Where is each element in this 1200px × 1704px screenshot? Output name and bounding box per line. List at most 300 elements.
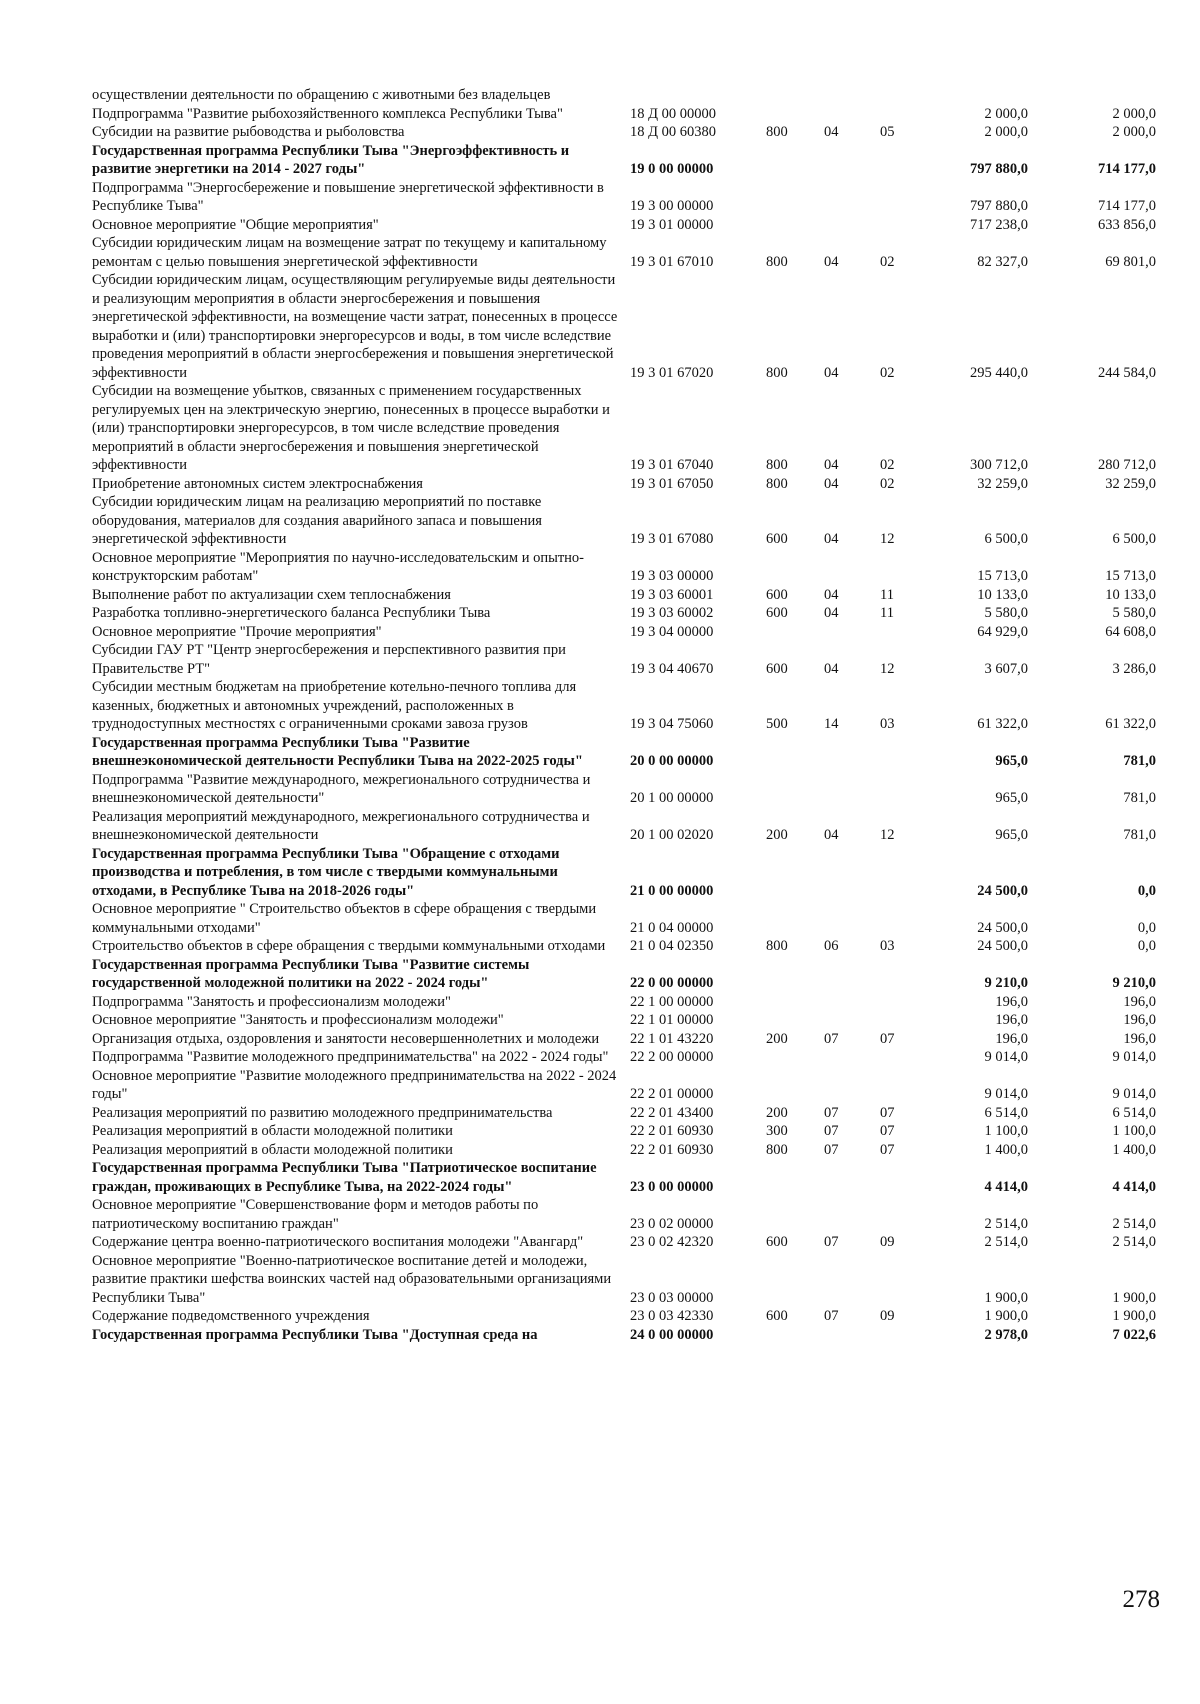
row-name: Реализация мероприятий в области молодежной политики (92, 1123, 453, 1139)
row-subsection (866, 956, 922, 993)
row-name: Основное мероприятие "Занятость и профессионализм молодежи" (92, 1012, 504, 1028)
row-name: Выполнение работ по актуализации схем теплоснабжения (92, 586, 451, 603)
table-row (92, 1067, 1162, 1104)
row-section (810, 845, 866, 901)
row-sum-2: 2 000,0 (1112, 124, 1156, 140)
row-section (810, 956, 866, 993)
row-sum-2: 1 400,0 (1112, 1141, 1156, 1158)
row-section: 07 (824, 1234, 839, 1250)
row-expense-type (752, 623, 810, 642)
row-section: 04 (824, 827, 839, 843)
row-name: Содержание центра военно-патриотического воспитания молодежи "Авангард" (92, 1234, 584, 1250)
table-row (92, 123, 1162, 142)
row-sum-2: 4 414,0 (1112, 1178, 1156, 1195)
row-sum-2: 9 014,0 (1112, 1086, 1156, 1102)
row-sum-1: 61 322,0 (977, 716, 1028, 732)
row-code: 19 3 04 40670 (630, 660, 714, 677)
row-expense-type (752, 1067, 810, 1104)
row-name: Основное мероприятие "Прочие мероприятия" (92, 623, 382, 640)
row-sum-2: 2 514,0 (1112, 1234, 1156, 1250)
row-subsection (866, 549, 922, 586)
row-expense-type (752, 86, 810, 105)
row-sum-2: 1 900,0 (1112, 1308, 1156, 1324)
row-section: 07 (824, 1308, 839, 1324)
row-sum-1: 3 607,0 (984, 660, 1028, 677)
row-sum-2: 633 856,0 (1098, 216, 1156, 233)
row-sum-1: 9 210,0 (984, 975, 1028, 991)
row-expense-type: 800 (766, 938, 788, 954)
row-name: Строительство объектов в сфере обращения с твердыми коммунальными отходами (92, 938, 606, 954)
row-section (810, 216, 866, 235)
row-code: 22 2 01 43400 (630, 1104, 714, 1121)
row-subsection (866, 142, 922, 179)
row-code: 21 0 04 02350 (630, 938, 714, 954)
row-expense-type: 200 (766, 1030, 788, 1047)
row-expense-type (752, 1196, 810, 1233)
row-subsection (866, 900, 922, 937)
row-subsection (866, 1011, 922, 1030)
row-name: Субсидии на возмещение убытков, связанных с применением государственных регулируемых цен на электрическую энергию, понесенных в процессе выработки и (или) транспортировки энергоресурсов, в том числе вследствие проведения мероприятий в области энергосбережения и повышения энергетической эффективности (92, 383, 610, 473)
row-code: 19 3 04 75060 (630, 716, 714, 732)
row-sum-1: 196,0 (995, 993, 1028, 1010)
row-sum-2: 15 713,0 (1105, 568, 1156, 584)
row-sum-2: 2 514,0 (1112, 1215, 1156, 1232)
table-row (92, 1196, 1162, 1233)
row-section (810, 86, 866, 105)
row-sum-1: 15 713,0 (977, 568, 1028, 584)
row-sum-1: 2 000,0 (984, 105, 1028, 122)
row-code: 19 3 01 67040 (630, 457, 714, 473)
row-sum-2: 714 177,0 (1098, 198, 1156, 214)
row-expense-type (752, 993, 810, 1012)
row-subsection: 09 (880, 1234, 895, 1250)
table-row (92, 678, 1162, 734)
table-row (92, 1141, 1162, 1160)
row-subsection (866, 1326, 922, 1345)
row-name: осуществлении деятельности по обращению с животными без владельцев (92, 87, 551, 103)
table-row (92, 179, 1162, 216)
row-sum-2: 32 259,0 (1105, 475, 1156, 492)
row-name: Основное мероприятие "Военно-патриотическое воспитание детей и молодежи, развитие практики шефства воинских частей над образовательными организациями Республики Тыва" (92, 1252, 612, 1306)
row-subsection (866, 623, 922, 642)
table-row (92, 1030, 1162, 1049)
row-expense-type: 600 (766, 531, 788, 547)
row-sum-1: 1 900,0 (984, 1289, 1028, 1306)
row-name: Субсидии юридическим лицам на реализацию мероприятий по поставке оборудования, материалов для создания аварийного запаса и повышения энергетической эффективности (92, 494, 542, 547)
table-row (92, 1326, 1162, 1345)
row-expense-type (752, 900, 810, 937)
table-row (92, 1104, 1162, 1123)
row-sum-1: 9 014,0 (984, 1049, 1028, 1065)
row-code: 23 0 02 42320 (630, 1234, 714, 1250)
row-name: Реализация мероприятий международного, межрегионального сотрудничества и внешнеэкономической деятельности (92, 808, 590, 843)
row-subsection: 02 (880, 364, 895, 381)
row-sum-2: 1 900,0 (1112, 1289, 1156, 1306)
row-section: 07 (824, 1104, 839, 1121)
row-expense-type (752, 771, 810, 808)
row-expense-type (752, 1252, 810, 1308)
row-subsection (866, 845, 922, 901)
row-name: Субсидии на развитие рыбоводства и рыболовства (92, 124, 405, 140)
table-row (92, 216, 1162, 235)
table-row (92, 900, 1162, 937)
row-sum-1: 9 014,0 (984, 1086, 1028, 1102)
row-expense-type: 200 (766, 1104, 788, 1121)
row-expense-type (752, 142, 810, 179)
row-name: Реализация мероприятий по развитию молодежного предпринимательства (92, 1104, 553, 1121)
row-sum-1: 24 500,0 (977, 938, 1028, 954)
table-row (92, 956, 1162, 993)
row-sum-1: 24 500,0 (977, 882, 1028, 899)
row-expense-type (752, 1159, 810, 1196)
row-sum-1: 1 900,0 (984, 1308, 1028, 1324)
row-section: 04 (824, 253, 839, 270)
row-section (810, 142, 866, 179)
row-name: Государственная программа Республики Тыва "Развитие внешнеэкономической деятельности Республики Тыва на 2022-2025 годы" (92, 734, 583, 769)
table-row (92, 623, 1162, 642)
row-name: Содержание подведомственного учреждения (92, 1308, 370, 1324)
row-code: 21 0 04 00000 (630, 919, 714, 936)
row-sum-2 (1042, 86, 1162, 105)
row-subsection: 02 (880, 475, 895, 492)
row-sum-2: 5 580,0 (1112, 605, 1156, 621)
row-sum-2: 781,0 (1123, 827, 1156, 843)
row-expense-type: 800 (766, 1141, 788, 1158)
row-code: 23 0 00 00000 (630, 1178, 714, 1195)
row-subsection (866, 1067, 922, 1104)
table-row (92, 1233, 1162, 1252)
row-sum-2: 3 286,0 (1112, 660, 1156, 677)
row-section (810, 900, 866, 937)
table-row (92, 493, 1162, 549)
row-section: 04 (824, 457, 839, 473)
row-name: Субсидии ГАУ РТ "Центр энергосбережения и перспективного развития при Правительстве РТ" (92, 642, 566, 677)
row-sum-1: 64 929,0 (977, 623, 1028, 640)
row-name: Приобретение автономных систем электроснабжения (92, 475, 423, 492)
table-row (92, 549, 1162, 586)
row-section: 07 (824, 1141, 839, 1158)
row-expense-type: 600 (766, 1308, 788, 1324)
table-row (92, 1307, 1162, 1326)
row-code: 19 3 01 00000 (630, 216, 714, 233)
row-subsection: 11 (880, 605, 894, 621)
budget-document (92, 86, 1162, 1344)
table-row (92, 1011, 1162, 1030)
row-sum-2: 9 014,0 (1112, 1049, 1156, 1065)
row-sum-1 (922, 86, 1042, 105)
row-subsection: 11 (880, 586, 894, 603)
row-sum-2: 10 133,0 (1105, 586, 1156, 603)
row-sum-2: 1 100,0 (1112, 1123, 1156, 1139)
row-sum-2: 9 210,0 (1112, 975, 1156, 991)
row-name: Основное мероприятие "Совершенствование форм и методов работы по патриотическому воспитанию граждан" (92, 1197, 539, 1232)
row-section (810, 1159, 866, 1196)
row-code: 19 3 04 00000 (630, 623, 714, 640)
row-expense-type: 600 (766, 1234, 788, 1250)
row-sum-2: 0,0 (1137, 938, 1156, 954)
row-sum-2: 196,0 (1123, 1030, 1156, 1047)
row-code: 19 3 03 60001 (630, 586, 714, 603)
row-expense-type: 600 (766, 605, 788, 621)
row-section (810, 993, 866, 1012)
row-subsection (866, 86, 922, 105)
row-code: 22 2 00 00000 (630, 1049, 714, 1065)
row-section: 04 (824, 660, 839, 677)
row-sum-1: 2 978,0 (984, 1326, 1028, 1343)
row-section: 04 (824, 364, 839, 381)
row-sum-1: 965,0 (995, 827, 1028, 843)
table-row (92, 937, 1162, 956)
table-row (92, 1048, 1162, 1067)
row-expense-type (752, 845, 810, 901)
row-expense-type (752, 734, 810, 771)
row-section (810, 1048, 866, 1067)
row-section (810, 179, 866, 216)
row-sum-1: 295 440,0 (970, 364, 1028, 381)
table-row (92, 734, 1162, 771)
row-sum-1: 196,0 (995, 1030, 1028, 1047)
row-sum-2: 196,0 (1123, 993, 1156, 1010)
row-code: 19 3 01 67020 (630, 364, 714, 381)
row-expense-type: 600 (766, 586, 788, 603)
table-row (92, 382, 1162, 475)
row-expense-type: 300 (766, 1123, 788, 1139)
row-sum-2: 69 801,0 (1105, 253, 1156, 270)
row-sum-2: 781,0 (1123, 790, 1156, 806)
row-section: 04 (824, 586, 839, 603)
row-section (810, 1011, 866, 1030)
row-expense-type: 200 (766, 827, 788, 843)
row-name: Подпрограмма "Энергосбережение и повышение энергетической эффективности в Республике Тыва" (92, 179, 604, 214)
row-expense-type (752, 216, 810, 235)
row-sum-2: 6 514,0 (1112, 1104, 1156, 1121)
row-sum-2: 61 322,0 (1105, 716, 1156, 732)
row-name: Субсидии местным бюджетам на приобретение котельно-печного топлива для казенных, бюджетных и автономных учреждений, расположенных в труднодоступных местностях с ограниченными сроками завоза грузов (92, 679, 577, 732)
row-expense-type (752, 1326, 810, 1345)
row-sum-1: 2 514,0 (984, 1215, 1028, 1232)
row-name: Государственная программа Республики Тыва "Развитие системы государственной молодежной политики на 2022 - 2024 годы" (92, 956, 530, 991)
row-section (810, 1252, 866, 1308)
row-code: 19 0 00 00000 (630, 161, 714, 177)
row-expense-type: 600 (766, 660, 788, 677)
row-sum-1: 717 238,0 (970, 216, 1028, 233)
table-row (92, 1122, 1162, 1141)
row-subsection (866, 1196, 922, 1233)
row-subsection: 12 (880, 660, 895, 677)
table-row (92, 1159, 1162, 1196)
row-name: Подпрограмма "Развитие рыбохозяйственного комплекса Республики Тыва" (92, 105, 563, 122)
row-section: 04 (824, 124, 839, 140)
page-number: 278 (1122, 1586, 1160, 1613)
row-name: Государственная программа Республики Тыва "Патриотическое воспитание граждан, проживающих в Республике Тыва, на 2022-2024 годы" (92, 1160, 597, 1195)
row-code: 22 1 00 00000 (630, 993, 714, 1010)
row-code: 19 3 01 67010 (630, 253, 714, 270)
row-section: 04 (824, 475, 839, 492)
row-code: 24 0 00 00000 (630, 1326, 714, 1343)
row-section (810, 623, 866, 642)
row-name: Организация отдыха, оздоровления и занятости несовершеннолетних и молодежи (92, 1030, 600, 1047)
row-sum-1: 10 133,0 (977, 586, 1028, 603)
row-sum-1: 797 880,0 (970, 161, 1028, 177)
row-name: Основное мероприятие "Общие мероприятия" (92, 216, 379, 233)
row-name: Подпрограмма "Развитие молодежного предпринимательства" на 2022 - 2024 годы" (92, 1049, 609, 1065)
table-row (92, 993, 1162, 1012)
row-expense-type (752, 549, 810, 586)
row-sum-1: 4 414,0 (984, 1178, 1028, 1195)
table-row (92, 142, 1162, 179)
row-sum-1: 2 000,0 (984, 124, 1028, 140)
row-subsection: 09 (880, 1308, 895, 1324)
row-section: 04 (824, 531, 839, 547)
row-code: 18 Д 00 60380 (630, 124, 717, 140)
row-sum-1: 24 500,0 (977, 919, 1028, 936)
row-expense-type (752, 1011, 810, 1030)
row-expense-type (752, 105, 810, 124)
table-row (92, 604, 1162, 623)
row-subsection: 12 (880, 531, 895, 547)
table-row (92, 845, 1162, 901)
row-sum-1: 965,0 (995, 790, 1028, 806)
row-subsection: 07 (880, 1030, 895, 1047)
row-code: 23 0 02 00000 (630, 1215, 714, 1232)
row-sum-1: 1 100,0 (984, 1123, 1028, 1139)
row-subsection: 02 (880, 253, 895, 270)
table-row (92, 1252, 1162, 1308)
row-name: Основное мероприятие " Строительство объектов в сфере обращения с твердыми коммунальными отходами" (92, 901, 597, 936)
row-section (810, 1067, 866, 1104)
row-code: 22 2 01 60930 (630, 1123, 714, 1139)
row-name: Реализация мероприятий в области молодежной политики (92, 1141, 453, 1158)
row-code: 19 3 03 60002 (630, 605, 714, 621)
row-name: Государственная программа Республики Тыва "Энергоэффективность и развитие энергетики на 2014 - 2027 годы" (92, 142, 570, 177)
row-expense-type (752, 956, 810, 993)
row-subsection: 05 (880, 124, 895, 140)
row-name: Субсидии юридическим лицам на возмещение затрат по текущему и капитальному ремонтам с целью повышения энергетической эффективности (92, 235, 607, 270)
row-code: 22 2 01 00000 (630, 1086, 714, 1102)
row-code: 22 1 01 00000 (630, 1012, 714, 1028)
row-name: Субсидии юридическим лицам, осуществляющим регулируемые виды деятельности и реализующим мероприятия в области энергосбережения и повышения энергетической эффективности, на возмещение части затрат, понесенных в процессе выработки и (или) транспортировки энергоресурсов и воды, в том числе вследствие проведения мероприятий в области энергосбережения и повышения энергетической эффективности (92, 272, 618, 381)
row-name: Государственная программа Республики Тыва "Обращение с отходами производства и потребления, в том числе с твердыми коммунальными отходами, в Республике Тыва на 2018-2026 годы" (92, 845, 560, 899)
row-expense-type (752, 1048, 810, 1067)
row-name: Подпрограмма "Развитие международного, межрегионального сотрудничества и внешнеэкономической деятельности" (92, 771, 591, 806)
row-sum-1: 5 580,0 (984, 605, 1028, 621)
row-subsection (866, 993, 922, 1012)
row-subsection: 03 (880, 938, 895, 954)
row-subsection (866, 1048, 922, 1067)
table-row (92, 475, 1162, 494)
row-sum-1: 6 514,0 (984, 1104, 1028, 1121)
row-subsection (866, 771, 922, 808)
row-section: 14 (824, 716, 839, 732)
row-code: 18 Д 00 00000 (630, 105, 717, 122)
row-subsection (866, 1252, 922, 1308)
row-code: 21 0 00 00000 (630, 882, 714, 899)
row-code: 19 3 01 67080 (630, 531, 714, 547)
row-sum-2: 6 500,0 (1112, 531, 1156, 547)
row-sum-2: 0,0 (1137, 919, 1156, 936)
row-expense-type: 800 (766, 457, 788, 473)
row-sum-1: 196,0 (995, 1012, 1028, 1028)
row-code: 19 3 01 67050 (630, 475, 714, 492)
row-name: Разработка топливно-энергетического баланса Республики Тыва (92, 605, 491, 621)
row-section: 07 (824, 1123, 839, 1139)
row-subsection (866, 179, 922, 216)
row-code: 19 3 03 00000 (630, 568, 714, 584)
row-code: 20 1 00 02020 (630, 827, 714, 843)
table-row (92, 86, 1162, 105)
row-name: Подпрограмма "Занятость и профессионализм молодежи" (92, 993, 451, 1010)
row-code: 23 0 03 42330 (630, 1308, 714, 1324)
row-subsection (866, 105, 922, 124)
row-name: Основное мероприятие "Развитие молодежного предпринимательства на 2022 - 2024 годы" (92, 1067, 617, 1102)
row-sum-2: 280 712,0 (1098, 457, 1156, 473)
table-row (92, 771, 1162, 808)
table-row (92, 271, 1162, 382)
row-subsection: 07 (880, 1123, 895, 1139)
row-code: 19 3 00 00000 (630, 198, 714, 214)
row-subsection: 03 (880, 716, 895, 732)
row-name: Основное мероприятие "Мероприятия по научно-исследовательским и опытно-конструкторским работам" (92, 549, 585, 584)
table-row (92, 234, 1162, 271)
row-section: 07 (824, 1030, 839, 1047)
row-sum-1: 6 500,0 (984, 531, 1028, 547)
row-code: 22 2 01 60930 (630, 1141, 714, 1158)
row-sum-1: 1 400,0 (984, 1141, 1028, 1158)
row-name: Государственная программа Республики Тыва "Доступная среда на (92, 1326, 538, 1343)
row-expense-type (752, 179, 810, 216)
row-code: 23 0 03 00000 (630, 1289, 714, 1306)
row-sum-1: 2 514,0 (984, 1234, 1028, 1250)
row-subsection: 02 (880, 457, 895, 473)
budget-table-body (92, 86, 1162, 1344)
row-subsection (866, 734, 922, 771)
row-sum-2: 714 177,0 (1098, 161, 1156, 177)
row-sum-1: 965,0 (995, 753, 1028, 769)
row-sum-2: 2 000,0 (1112, 105, 1156, 122)
row-section (810, 549, 866, 586)
row-code: 20 1 00 00000 (630, 790, 714, 806)
row-section (810, 105, 866, 124)
row-sum-2: 244 584,0 (1098, 364, 1156, 381)
row-subsection: 07 (880, 1141, 895, 1158)
row-sum-1: 300 712,0 (970, 457, 1028, 473)
row-sum-2: 0,0 (1137, 882, 1156, 899)
row-section: 06 (824, 938, 839, 954)
row-subsection: 07 (880, 1104, 895, 1121)
row-subsection (866, 216, 922, 235)
row-expense-type: 800 (766, 364, 788, 381)
row-code (630, 86, 752, 105)
row-sum-1: 797 880,0 (970, 198, 1028, 214)
row-sum-2: 196,0 (1123, 1012, 1156, 1028)
row-sum-2: 781,0 (1123, 753, 1156, 769)
table-row (92, 586, 1162, 605)
table-row (92, 808, 1162, 845)
row-sum-1: 32 259,0 (977, 475, 1028, 492)
row-expense-type: 500 (766, 716, 788, 732)
table-row (92, 641, 1162, 678)
row-section: 04 (824, 605, 839, 621)
budget-table (92, 86, 1162, 1344)
row-sum-2: 64 608,0 (1105, 623, 1156, 640)
row-code: 22 1 01 43220 (630, 1030, 714, 1047)
table-row (92, 105, 1162, 124)
row-sum-1: 82 327,0 (977, 253, 1028, 270)
row-section (810, 771, 866, 808)
row-subsection (866, 1159, 922, 1196)
row-section (810, 1326, 866, 1345)
row-code: 22 0 00 00000 (630, 975, 714, 991)
